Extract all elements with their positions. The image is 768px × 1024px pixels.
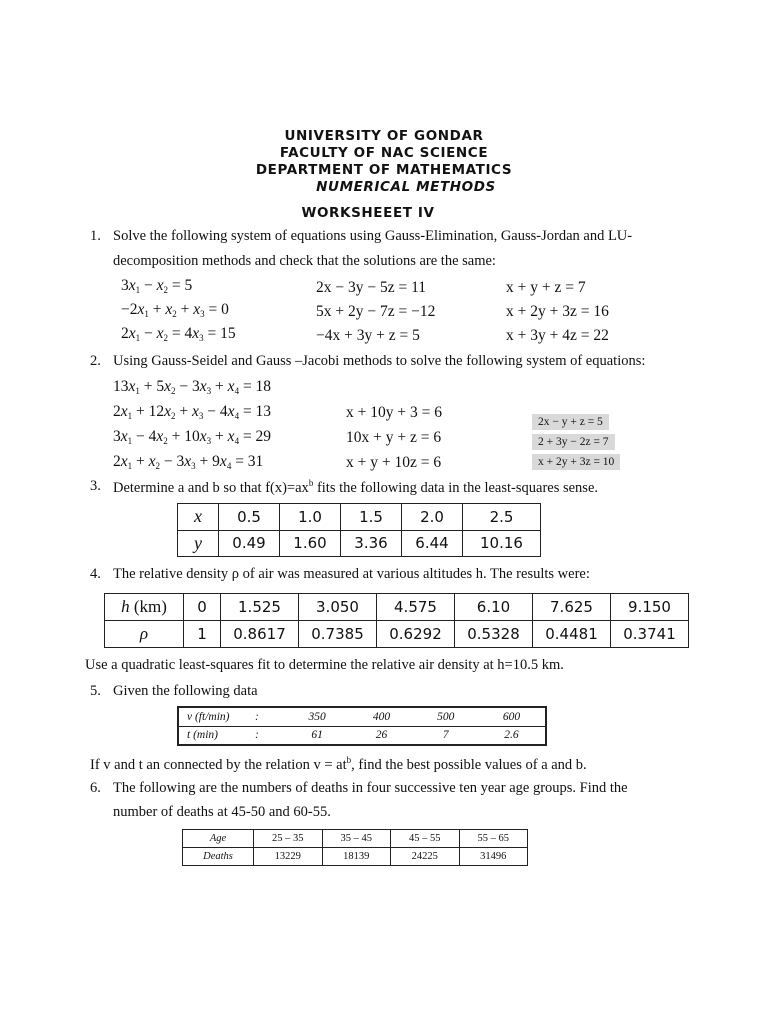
age-group: 55 – 65 [459,830,528,848]
h-value: 4.575 [377,594,455,621]
h-value: 7.625 [533,594,611,621]
q1-eq-a2: $-2x_1 + x_2 + x_3 = 0$ [121,301,229,319]
y-value: 6.44 [402,530,463,557]
department-name: DEPARTMENT OF MATHEMATICS [255,162,513,178]
h-value: 1.525 [221,594,299,621]
rho-label: ρ [105,621,184,648]
h-symbol: h [121,597,130,616]
q4-data-table [104,593,689,648]
q1-eq-a3: $2x_1 - x_2 = 4x_3 = 15$ [121,325,236,343]
y-value: 3.36 [341,530,402,557]
age-group: 25 – 35 [254,830,323,848]
q1-number: 1. [90,228,101,244]
q6-text-line2: number of deaths at 45-50 and 60-55. [113,804,331,820]
table-row [183,830,528,848]
table-row [178,530,541,557]
rho-value: 0.7385 [299,621,377,648]
x-value: 2.0 [402,504,463,531]
q3-text-a: Determine a and b so that f(x)=ax [113,479,309,496]
q1-eq-c2: x + 2y + 3z = 16 [506,303,609,320]
t-label: t (min) [178,726,255,745]
h-value: 6.10 [455,594,533,621]
v-label: v (ft/min) [178,707,255,726]
t-value: 61 [285,726,349,745]
h-value: 0 [184,594,221,621]
v-value: 400 [349,707,413,726]
rho-value: 0.5328 [455,621,533,648]
q3-exponent: b [308,478,314,488]
deaths-value: 24225 [391,848,460,866]
table-row [105,594,689,621]
h-value: 9.150 [611,594,689,621]
x-value: 0.5 [219,504,280,531]
t-value: 26 [349,726,413,745]
x-label: x [178,504,219,531]
q2-number: 2. [90,353,101,369]
q2-eq-c2: 2 + 3y − 2z = 7 [532,434,615,450]
q5-relation [90,755,587,774]
q2-eq-c3: x + 2y + 3z = 10 [532,454,620,470]
table-row [178,707,546,726]
h-value: 3.050 [299,594,377,621]
x-value: 1.5 [341,504,402,531]
rho-value: 0.3741 [611,621,689,648]
deaths-value: 13229 [254,848,323,866]
age-group: 45 – 55 [391,830,460,848]
rho-value: 0.8617 [221,621,299,648]
q6-text-line1: The following are the numbers of deaths in four successive ten year age groups. Find the [113,780,628,796]
q5-exponent: b [346,755,352,765]
age-group: 35 – 45 [322,830,391,848]
table-row [105,621,689,648]
deaths-label: Deaths [183,848,254,866]
q5-relation-b: , find the best possible values of a and b. [351,756,587,773]
q1-eq-b3: −4x + 3y + z = 5 [316,327,420,344]
q2-eq-b2: 10x + y + z = 6 [346,429,442,446]
table-row [183,848,528,866]
table-row [178,504,541,531]
y-value: 10.16 [463,530,541,557]
q3-text [113,478,598,497]
rho-value: 0.4481 [533,621,611,648]
q1-eq-b2: 5x + 2y − 7z = −12 [316,303,436,320]
q5-relation-a: If v and t an connected by the relation v = at [90,756,347,773]
q1-eq-b1: 2x − 3y − 5z = 11 [316,279,427,296]
v-value: 600 [478,707,546,726]
q2-eq-a1: $13x_1 + 5x_2 - 3x_3 + x_4 = 18$ [113,378,272,396]
v-value: 500 [414,707,478,726]
q3-text-b: fits the following data in the least-squares sense. [316,479,599,496]
t-value: 7 [414,726,478,745]
q4-followup: Use a quadratic least-squares fit to determine the relative air density at h=10.5 km. [85,657,564,673]
h-label: h (km) [105,594,184,621]
age-label: Age [183,830,254,848]
faculty-name: FACULTY OF NAC SCIENCE [279,145,489,161]
t-value: 2.6 [478,726,546,745]
rho-value: 0.6292 [377,621,455,648]
q1-text-line2: decomposition methods and check that the solutions are the same: [113,253,496,269]
q4-number: 4. [90,566,101,582]
table-row [178,726,546,745]
q2-eq-a3: $3x_1 - 4x_2 + 10x_3 + x_4 = 29$ [113,428,272,446]
v-colon: : [255,707,285,726]
x-value: 2.5 [463,504,541,531]
q1-text-line1: Solve the following system of equations using Gauss-Elimination, Gauss-Jordan and LU- [113,228,633,244]
y-value: 1.60 [280,530,341,557]
course-name: NUMERICAL METHODS [316,179,496,195]
q3-number: 3. [90,478,101,494]
y-label: y [178,530,219,557]
x-value: 1.0 [280,504,341,531]
worksheet-title: WORKSHEEET IV [301,205,435,221]
q1-eq-a1: $3x_1 - x_2 = 5$ [121,277,193,295]
deaths-value: 18139 [322,848,391,866]
q6-data-table [182,829,528,866]
q2-eq-a4: $2x_1 + x_2 - 3x_3 + 9x_4 = 31$ [113,453,264,471]
q2-text: Using Gauss-Seidel and Gauss –Jacobi methods to solve the following system of equations: [113,353,646,369]
q2-eq-b3: x + y + 10z = 6 [346,454,442,471]
deaths-value: 31496 [459,848,528,866]
t-colon: : [255,726,285,745]
q2-eq-a2: $2x_1 + 12x_2 + x_3 - 4x_4 = 13$ [113,403,272,421]
q1-eq-c1: x + y + z = 7 [506,279,586,296]
rho-value: 1 [184,621,221,648]
q2-eq-c1: 2x − y + z = 5 [532,414,609,430]
q6-number: 6. [90,780,101,796]
q5-text: Given the following data [113,683,258,699]
q3-data-table [177,503,541,557]
y-value: 0.49 [219,530,280,557]
q5-number: 5. [90,683,101,699]
q5-data-table [177,706,547,746]
q4-text: The relative density ρ of air was measured at various altitudes h. The results were: [113,566,590,582]
v-value: 350 [285,707,349,726]
q1-eq-c3: x + 3y + 4z = 22 [506,327,609,344]
university-name: UNIVERSITY OF GONDAR [284,128,484,144]
q2-eq-b1: x + 10y + 3 = 6 [346,404,442,421]
